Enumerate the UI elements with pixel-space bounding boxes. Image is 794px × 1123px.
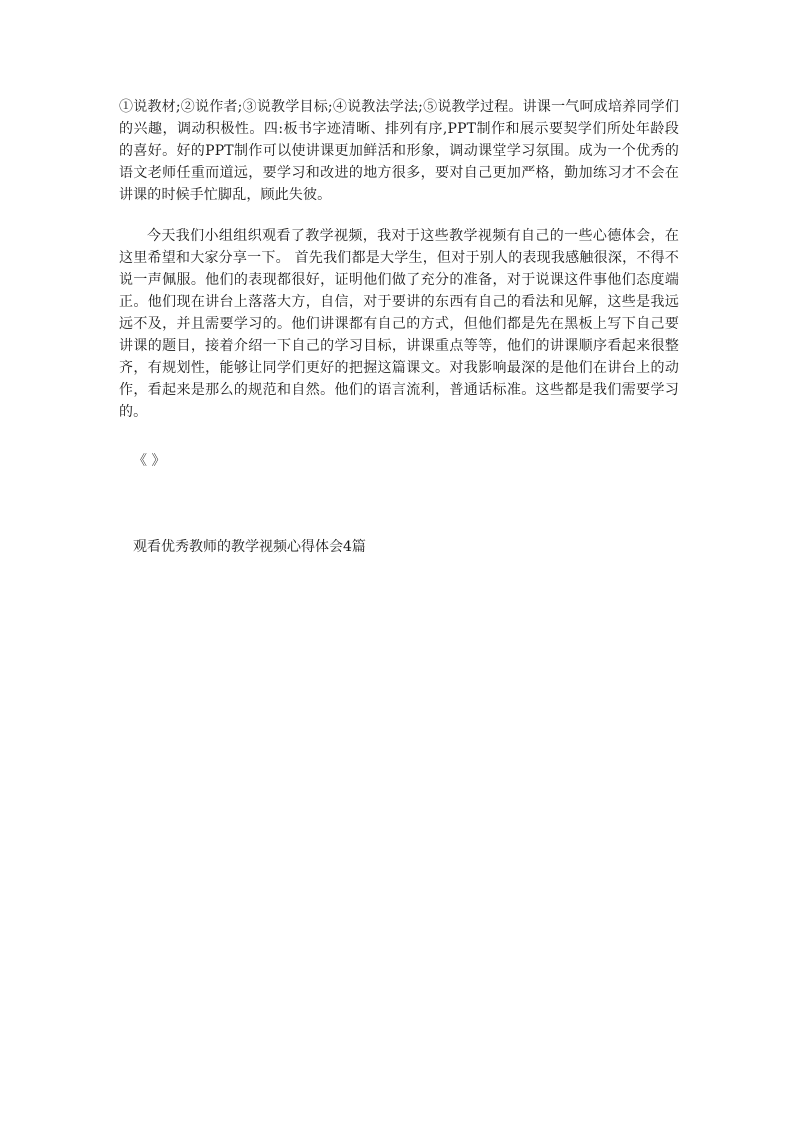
page-nav-arrows[interactable]: 《 》: [133, 453, 166, 469]
body-paragraph-2: 今天我们小组组织观看了教学视频，我对于这些教学视频有自己的一些心德体会，在这里希望和大家分享一下。 首先我们都是大学生，但对于别人的表现我感触很深，不得不说一声佩服。他们的表现都很好，证明他们做了充分的准备，对于说课这件事他们态度端正。他们现在讲台上落落大方，自信，对于要讲的东西有自己的看法和见解，这些是我远远不及，并且需要学习的。他们讲课都有自己的方式，但他们都是先在黑板上写下自己要讲课的题目，接着介绍一下自己的学习目标，讲课重点等等，他们的讲课顺序看起来很整齐，有规划性，能够让同学们更好的把握这篇课文。对我影响最深的是他们在讲台上的动作，看起来是那么的规范和自然。他们的语言流利，普通话标准。这些都是我们需要学习的。: [119, 228, 679, 420]
related-article-title: 观看优秀教师的教学视频心得体会4篇: [133, 539, 366, 555]
body-paragraph-1: ①说教材;②说作者;③说教学目标;④说教法学法;⑤说教学过程。讲课一气呵成培养同学们的兴趣，调动积极性。四:板书字迹清晰、排列有序,PPT制作和展示要契学们所处年龄段的喜好。好的PPT制作可以使讲课更加鲜活和形象，调动课堂学习氛围。成为一个优秀的语文老师任重而道远，要学习和改进的地方很多，要对自己更加严格，勤加练习才不会在讲课的时候手忙脚乱，顾此失彼。: [119, 99, 679, 203]
